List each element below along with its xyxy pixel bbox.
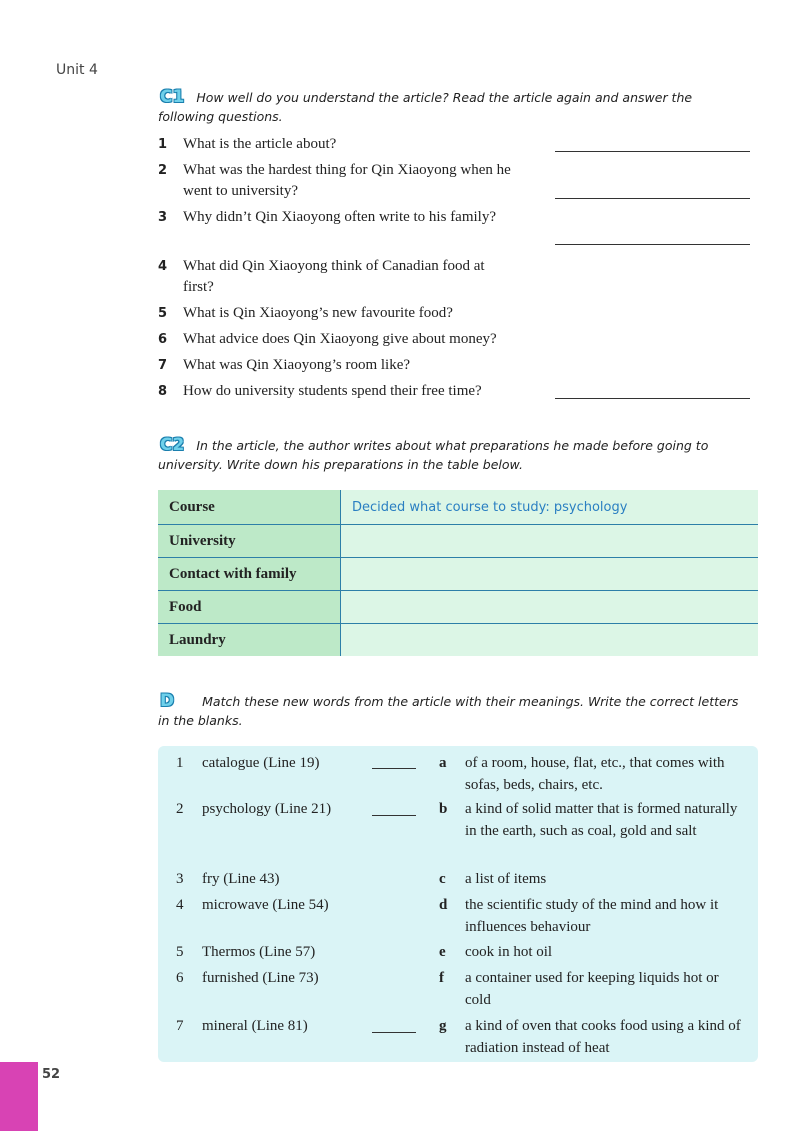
word-text: catalogue (Line 19) xyxy=(202,755,320,771)
table-row xyxy=(158,525,758,558)
row-answer[interactable]: Decided what course to study: psychology xyxy=(341,490,759,525)
question-text: What did Qin Xiaoyong think of Canadian food at first? xyxy=(183,258,485,295)
meaning-text: a kind of solid matter that is formed naturally in the earth, such as coal, gold and salt xyxy=(465,801,738,839)
meaning-letter: g xyxy=(439,1018,447,1034)
row-label: University xyxy=(158,525,341,558)
word-number: 3 xyxy=(176,871,184,887)
question-number: 8 xyxy=(158,384,168,399)
unit-label: Unit 4 xyxy=(56,62,98,78)
page-number: 52 xyxy=(42,1067,61,1082)
d-instruction: Match these new words from the article with their meanings. Write the correct letters in the blanks. xyxy=(158,694,739,728)
question-number: 6 xyxy=(158,332,168,347)
row-answer[interactable] xyxy=(341,558,759,591)
match-blank[interactable] xyxy=(372,768,416,769)
answer-blank[interactable] xyxy=(555,136,750,152)
meaning-text: a container used for keeping liquids hot or cold xyxy=(465,970,719,1008)
word-text: psychology (Line 21) xyxy=(202,801,332,817)
meaning-text: cook in hot oil xyxy=(465,944,553,960)
meaning-text: the scientific study of the mind and how it influences behaviour xyxy=(465,897,719,935)
answer-blank[interactable] xyxy=(555,383,750,399)
c2-badge: C2 xyxy=(160,435,185,455)
c2-instruction-block xyxy=(158,436,748,474)
d-badge: D xyxy=(160,691,175,711)
word-number: 6 xyxy=(176,970,184,986)
question-text: What is the article about? xyxy=(183,136,337,152)
row-answer[interactable] xyxy=(341,525,759,558)
answer-blank[interactable] xyxy=(555,183,750,199)
row-answer[interactable] xyxy=(341,591,759,624)
table-row xyxy=(158,624,758,657)
word-number: 5 xyxy=(176,944,184,960)
row-label: Food xyxy=(158,591,341,624)
word-text: fry (Line 43) xyxy=(202,871,280,887)
question-text: What was Qin Xiaoyong’s room like? xyxy=(183,357,411,373)
matching-box xyxy=(158,746,758,1062)
meaning-text: a list of items xyxy=(465,871,547,887)
meaning-letter: a xyxy=(439,755,447,771)
question-number: 5 xyxy=(158,306,168,321)
c1-instruction-block xyxy=(158,88,748,126)
word-text: Thermos (Line 57) xyxy=(202,944,316,960)
row-label: Contact with family xyxy=(158,558,341,591)
question-number: 3 xyxy=(158,210,168,225)
word-number: 2 xyxy=(176,801,184,817)
word-number: 4 xyxy=(176,897,184,913)
meaning-letter: e xyxy=(439,944,446,960)
match-blank[interactable] xyxy=(372,815,416,816)
meaning-letter: d xyxy=(439,897,448,913)
word-number: 1 xyxy=(176,755,184,771)
meaning-letter: b xyxy=(439,801,448,817)
match-blank[interactable] xyxy=(372,1032,416,1033)
word-text: mineral (Line 81) xyxy=(202,1018,308,1034)
table-row xyxy=(158,558,758,591)
question-text: Why didn’t Qin Xiaoyong often write to his family? xyxy=(183,209,497,225)
meaning-text: of a room, house, flat, etc., that comes with sofas, beds, chairs, etc. xyxy=(465,755,725,793)
question-text: What advice does Qin Xiaoyong give about money? xyxy=(183,331,497,347)
row-label: Course xyxy=(158,490,341,525)
question-number: 7 xyxy=(158,358,168,373)
c2-instruction: In the article, the author writes about what preparations he made before going to university. Write down his preparations in the table below. xyxy=(158,438,709,472)
row-answer[interactable] xyxy=(341,624,759,657)
d-instruction-block xyxy=(158,692,748,730)
word-text: microwave (Line 54) xyxy=(202,897,329,913)
c1-instruction: How well do you understand the article? Read the article again and answer the following questions. xyxy=(158,90,693,124)
question-text: What was the hardest thing for Qin Xiaoyong when he went to university? xyxy=(183,162,511,199)
answer-blank[interactable] xyxy=(555,229,750,245)
table-row xyxy=(158,591,758,624)
word-text: furnished (Line 73) xyxy=(202,970,319,986)
c1-badge: C1 xyxy=(160,87,185,107)
question-number: 4 xyxy=(158,259,168,274)
question-text: How do university students spend their free time? xyxy=(183,383,482,399)
question-number: 1 xyxy=(158,137,168,152)
word-number: 7 xyxy=(176,1018,184,1034)
question-text: What is Qin Xiaoyong’s new favourite food? xyxy=(183,305,453,321)
table-row xyxy=(158,490,758,525)
meaning-letter: c xyxy=(439,871,446,887)
question-number: 2 xyxy=(158,163,168,178)
meaning-text: a kind of oven that cooks food using a kind of radiation instead of heat xyxy=(465,1018,741,1056)
preparations-table xyxy=(158,490,758,656)
meaning-letter: f xyxy=(439,970,444,986)
page-corner-tab xyxy=(0,1062,38,1131)
row-label: Laundry xyxy=(158,624,341,657)
